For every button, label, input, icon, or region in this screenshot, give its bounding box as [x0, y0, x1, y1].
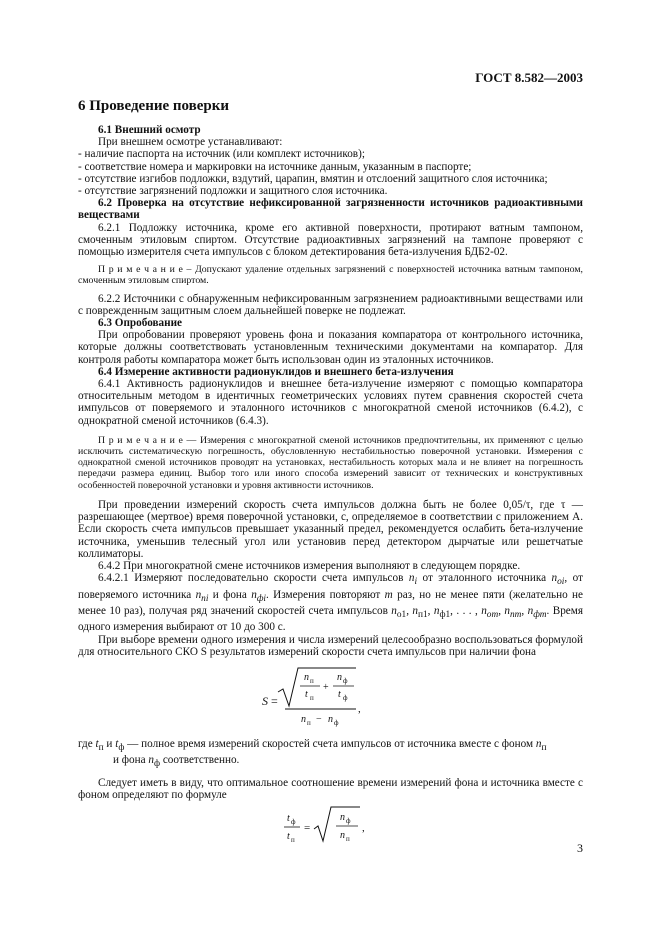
symbol-n: n — [391, 604, 397, 617]
s62-p2: 6.2.2 Источники с обнаруженным нефиксированным загрязнением радиоактивными веществами или с поврежденным защитным слоем дальнейшей поверке не подлежат. — [78, 292, 583, 317]
symbol-sub: о1 — [396, 610, 407, 621]
symbol-n: n — [481, 604, 487, 617]
formula-t: t — [287, 813, 290, 825]
formula-relative-sko — [78, 662, 583, 734]
symbol-sub: пi — [201, 593, 209, 604]
s64-note: П р и м е ч а н и е — Измерения с многократной сменой источников предпочтительны, их применяют с целью исключить систематическую погрешность, обусловленную нестабильностью поверочной установки. Измерения с однократной сменой источников проводят на установках, нестабильность которых мала и не влияет на погрешность передачи размера единиц. Выбор того или иного способа измерений зависит от технических и конструктивных особенностей поверочной установки и уровня активности источников. — [78, 434, 583, 491]
text-run: — полное время измерений скоростей счета импульсов от источника вместе с фоном — [124, 738, 536, 751]
page-number: 3 — [577, 841, 583, 855]
formula-S: S — [262, 694, 268, 709]
text-run: 6.4.2.1 Измеряют последовательно скорости счета импульсов — [98, 572, 409, 585]
subsection-title-6-4: 6.4 Измерение активности радионуклидов и внешнего бета-излучения — [98, 365, 454, 378]
text-run: где — [78, 738, 96, 751]
symbol-sub: п1 — [418, 610, 428, 621]
symbol-sub: фm — [533, 610, 547, 621]
text-run: и фона — [113, 754, 149, 767]
symbol-n: n — [504, 604, 510, 617]
formula-sub: п — [307, 719, 311, 728]
symbol-n: n — [433, 604, 440, 617]
s64-where — [78, 738, 583, 754]
formula-sub: ф — [334, 719, 339, 728]
section-title: 6 Проведение поверки — [78, 98, 230, 114]
formula-n: n — [340, 830, 345, 842]
formula-n: n — [304, 672, 309, 684]
formula-t: t — [338, 689, 341, 701]
text-run: и фона — [208, 588, 252, 601]
s62-note: П р и м е ч а н и е – Допускают удаление отдельных загрязнений с поверхностей источника ватным тампоном, смоченным этиловым спиртом. — [78, 264, 583, 287]
formula-sub: п — [310, 677, 314, 686]
text-run: Время одного измерения выбирают от 10 до 300 с. — [78, 604, 583, 634]
symbol-sub: п — [541, 743, 547, 754]
text-run: , от поверяемого источника — [78, 572, 583, 601]
page-content — [78, 124, 583, 853]
s61-item: - наличие паспорта на источник (или комплект источников); — [78, 148, 365, 161]
formula-n: n — [340, 812, 345, 824]
s64-p1: 6.4.1 Активность радионуклидов и внешнее бета-излучение измеряют с помощью компаратора относительным методом в идентичных геометрических условиях путем сравнения скоростей счета импульсов от поверяемого и эталонного источников с многократной сменой источников (6.4.2), с однократной сменой источников (6.4.3). — [78, 378, 583, 427]
formula-n: n — [328, 714, 333, 726]
symbol-sub: oi — [557, 577, 565, 588]
s63-p1: При опробовании проверяют уровень фона и показания компаратора от контрольного источника, которые должны соответствовать установленным техническими документами на компаратор. Для контроля работы компаратора может быть использован один из эталонных источников. — [78, 329, 583, 366]
symbol-sub: ф — [153, 759, 161, 770]
formula-comma: , — [362, 822, 365, 835]
symbol-sub: ф1 — [439, 610, 451, 621]
formula-sub: п — [310, 694, 314, 703]
s62-p1: 6.2.1 Подложку источника, кроме его активной поверхности, протирают ватным тампоном, смоченным этиловым спиртом. Отсутствие радиоактивных загрязнений на тампоне проверяют с помощью измерителя счета импульсов с блоком детектирования бета-излучения БДБ2-02. — [78, 221, 583, 259]
s64-p2: При проведении измерений скорость счета импульсов должна быть не более 0,05/τ, где τ — разрешающее (мертвое) время поверочной установки, с, определяемое в соответствии с приложением А. Если скорость счета импульсов превышает указанный предел, рекомендуется ослабить бета-излучение источника, уменьшив телесный угол или установив перед детектором дырчатые или решетчатые коллиматоры. — [78, 498, 583, 560]
symbol-sub: пm — [509, 610, 522, 621]
subsection-title-6-2: 6.2 Проверка на отсутствие нефиксированной загрязненности источников радиоактивными веществами — [78, 197, 583, 222]
s64-p4: 6.4.2.1 Измеряют последовательно скорости счета импульсов $n_i$ от эталонного источника $n_{oi}$, от поверяемого источника $n_{пi}$ и фона $n_{фi}$. Измерения повторяют m раз, но не менее пяти (желательно не менее 10 раз), получая ряд значений скоростей счета импульсов $n_{о1}$, $n_{п1}$, $n_{ф1}$, . . . , $n_{om}$, $n_{пm}$, $n_{фm}$. Время одного измерения выбирают от 10 до 300 с. — [78, 572, 584, 634]
symbol-n: n — [408, 572, 415, 585]
formula-plus: + — [323, 682, 329, 694]
symbol-sub: п — [98, 743, 104, 754]
s61-intro: При внешнем осмотре устанавливают: — [98, 136, 283, 149]
s64-where-cont — [78, 754, 583, 770]
subsection-title-6-1: 6.1 Внешний осмотр — [98, 124, 201, 136]
symbol-m: m — [384, 588, 393, 601]
text-run: , . . . , — [450, 604, 482, 617]
text-run: соответственно. — [160, 754, 240, 767]
symbol-n: n — [148, 754, 154, 767]
symbol-sub: ф — [118, 743, 125, 754]
symbol-n: n — [535, 738, 542, 751]
s61-item: - отсутствие загрязнений подложки и защитного слоя источника. — [78, 185, 388, 198]
subsection-title-6-3: 6.3 Опробование — [98, 317, 182, 330]
radical-sign — [314, 807, 360, 844]
formula-sub: ф — [343, 677, 348, 686]
formula-sub: ф — [291, 818, 296, 827]
symbol-n: n — [195, 588, 202, 601]
formula-sub: п — [346, 835, 350, 844]
s64-p6: Следует иметь в виду, что оптимальное соотношение времени измерений фона и источника вместе с фоном определяют по формуле — [78, 776, 583, 802]
formula-n: n — [301, 714, 306, 726]
formula-comma: , — [358, 703, 361, 716]
symbol-n: n — [412, 604, 418, 617]
standard-number: ГОСТ 8.582—2003 — [475, 70, 583, 85]
s64-p3: 6.4.2 При многократной смене источников измерения выполняют в следующем порядке. — [98, 559, 521, 572]
s61-item: - соответствие номера и маркировки на источнике данным, указанным в паспорте; — [78, 160, 472, 173]
formula-minus: − — [316, 714, 322, 726]
formula-t: t — [287, 831, 290, 843]
formula-equals: = — [271, 694, 278, 709]
text-run: раз, но не менее пяти (желательно не менее 10 раз), получая ряд значений скоростей счета импульсов — [78, 588, 584, 617]
text-run: и — [103, 738, 116, 751]
formula-n: n — [337, 672, 342, 684]
symbol-n: n — [551, 572, 558, 585]
formula-sub: п — [291, 836, 295, 845]
symbol-sub: i — [414, 577, 418, 588]
symbol-n: n — [527, 604, 534, 617]
formula-2-svg — [78, 805, 583, 853]
formula-time-ratio — [78, 805, 583, 853]
formula-sub: ф — [343, 694, 348, 703]
text-run: от эталонного источника — [417, 572, 552, 585]
text-run: . Измерения повторяют — [266, 588, 385, 601]
symbol-n: n — [251, 588, 257, 601]
symbol-t: t — [95, 738, 99, 751]
symbol-sub: фi — [256, 593, 267, 604]
symbol-t: t — [115, 738, 119, 751]
formula-1-svg — [78, 662, 583, 734]
s64-p5: При выборе времени одного измерения и числа измерений целесообразно воспользоваться формулой для относительного СКО S результатов измерений скорости счета импульсов при наличии фона — [78, 633, 583, 658]
s61-item: - отсутствие изгибов подложки, вздутий, царапин, вмятин и отслоений защитного слоя источника; — [78, 172, 548, 185]
symbol-sub: om — [486, 610, 499, 621]
formula-sub: ф — [346, 817, 351, 826]
formula-t: t — [305, 689, 308, 701]
formula-equals: = — [304, 822, 311, 835]
